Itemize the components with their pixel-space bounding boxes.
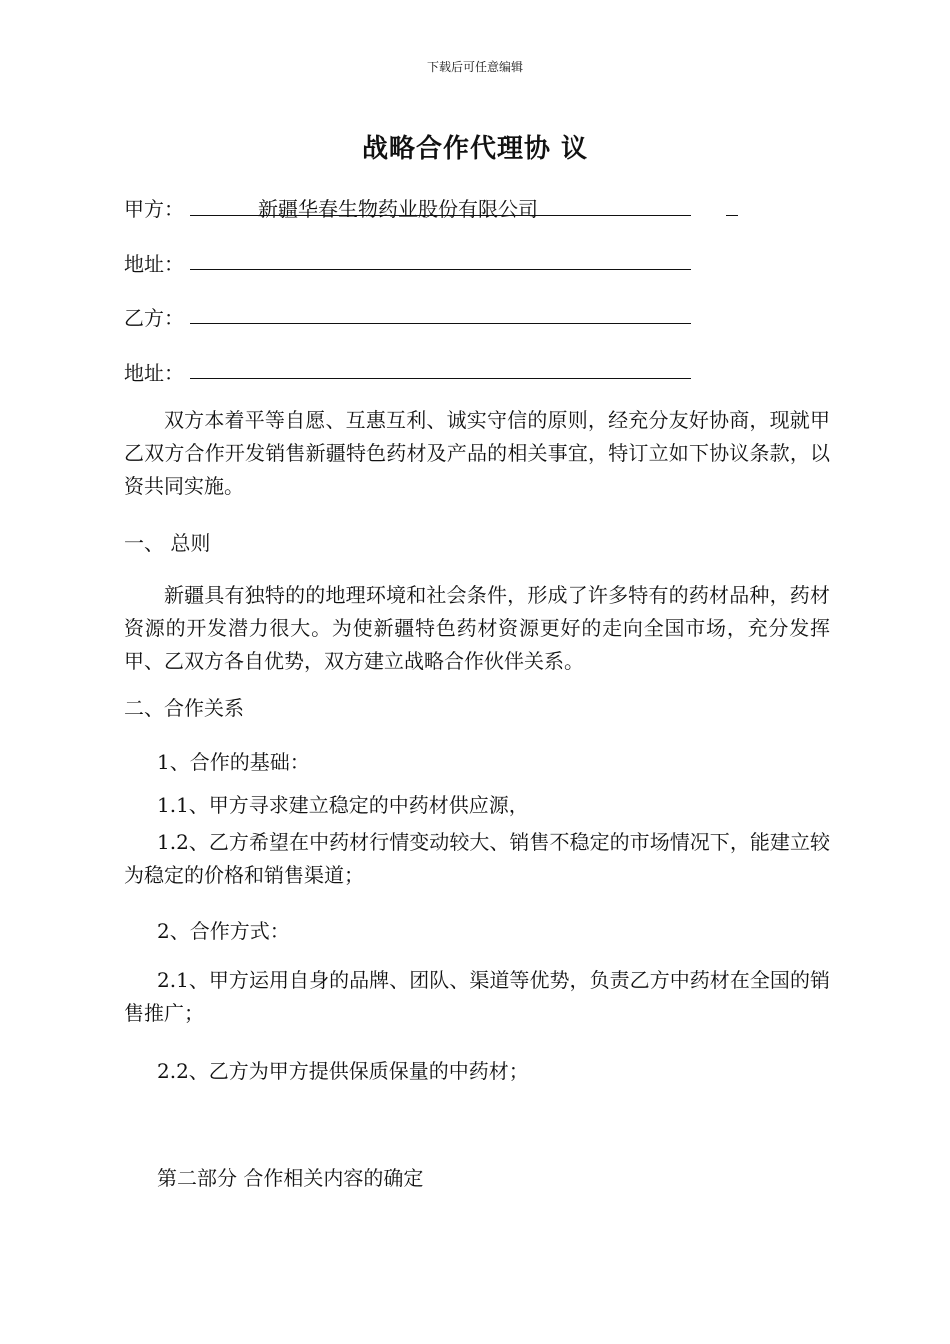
basis-item-2: 1.2、乙方希望在中药材行情变动较大、销售不稳定的市场情况下，能建立较为稳定的价格和销售渠道；	[124, 830, 830, 887]
method-item-1: 2.1、甲方运用自身的品牌、团队、渠道等优势，负责乙方中药材在全国的销售推广；	[124, 968, 830, 1025]
header-note: 下载后可任意编辑	[426, 60, 523, 74]
basis-item-1: 1.1、甲方寻求建立稳定的中药材供应源，	[157, 793, 529, 817]
basis-item-2-paragraph	[124, 826, 830, 892]
method-heading: 2、合作方式：	[157, 919, 290, 943]
section1-body: 新疆具有独特的的地理环境和社会条件，形成了许多特有的药材品种，药材资源的开发潜力很大。为使新疆特色药材资源更好的走向全国市场，充分发挥甲、乙双方各自优势，双方建立战略合作伙伴关系。	[124, 583, 830, 673]
party-a-value: 新疆华春生物药业股份有限公司	[258, 197, 538, 221]
section1-heading: 一、 总则	[124, 531, 211, 555]
section2-heading: 二、合作关系	[124, 696, 244, 720]
party-a-label: 甲方：	[124, 197, 184, 221]
intro-text: 双方本着平等自愿、互惠互利、诚实守信的原则，经充分友好协商，现就甲乙双方合作开发销售新疆特色药材及产品的相关事宜，特订立如下协议条款，以资共同实施。	[124, 408, 830, 498]
intro-paragraph	[124, 404, 830, 503]
section1-paragraph	[124, 579, 830, 678]
party-a-address-label: 地址：	[124, 252, 184, 276]
document-title: 战略合作代理协 议	[361, 134, 589, 164]
party-b-label: 乙方：	[124, 306, 184, 330]
basis-heading: 1、合作的基础：	[157, 750, 310, 774]
party-a-tail-underline	[726, 215, 738, 216]
party-b-address-label: 地址：	[124, 361, 184, 385]
party-b-address-underline	[190, 378, 691, 379]
method-item-1-paragraph	[124, 964, 830, 1030]
party-a-address-underline	[190, 269, 691, 270]
method-item-2: 2.2、乙方为甲方提供保质保量的中药材；	[157, 1059, 529, 1083]
party-b-underline	[190, 323, 691, 324]
part2-heading: 第二部分 合作相关内容的确定	[157, 1166, 424, 1190]
